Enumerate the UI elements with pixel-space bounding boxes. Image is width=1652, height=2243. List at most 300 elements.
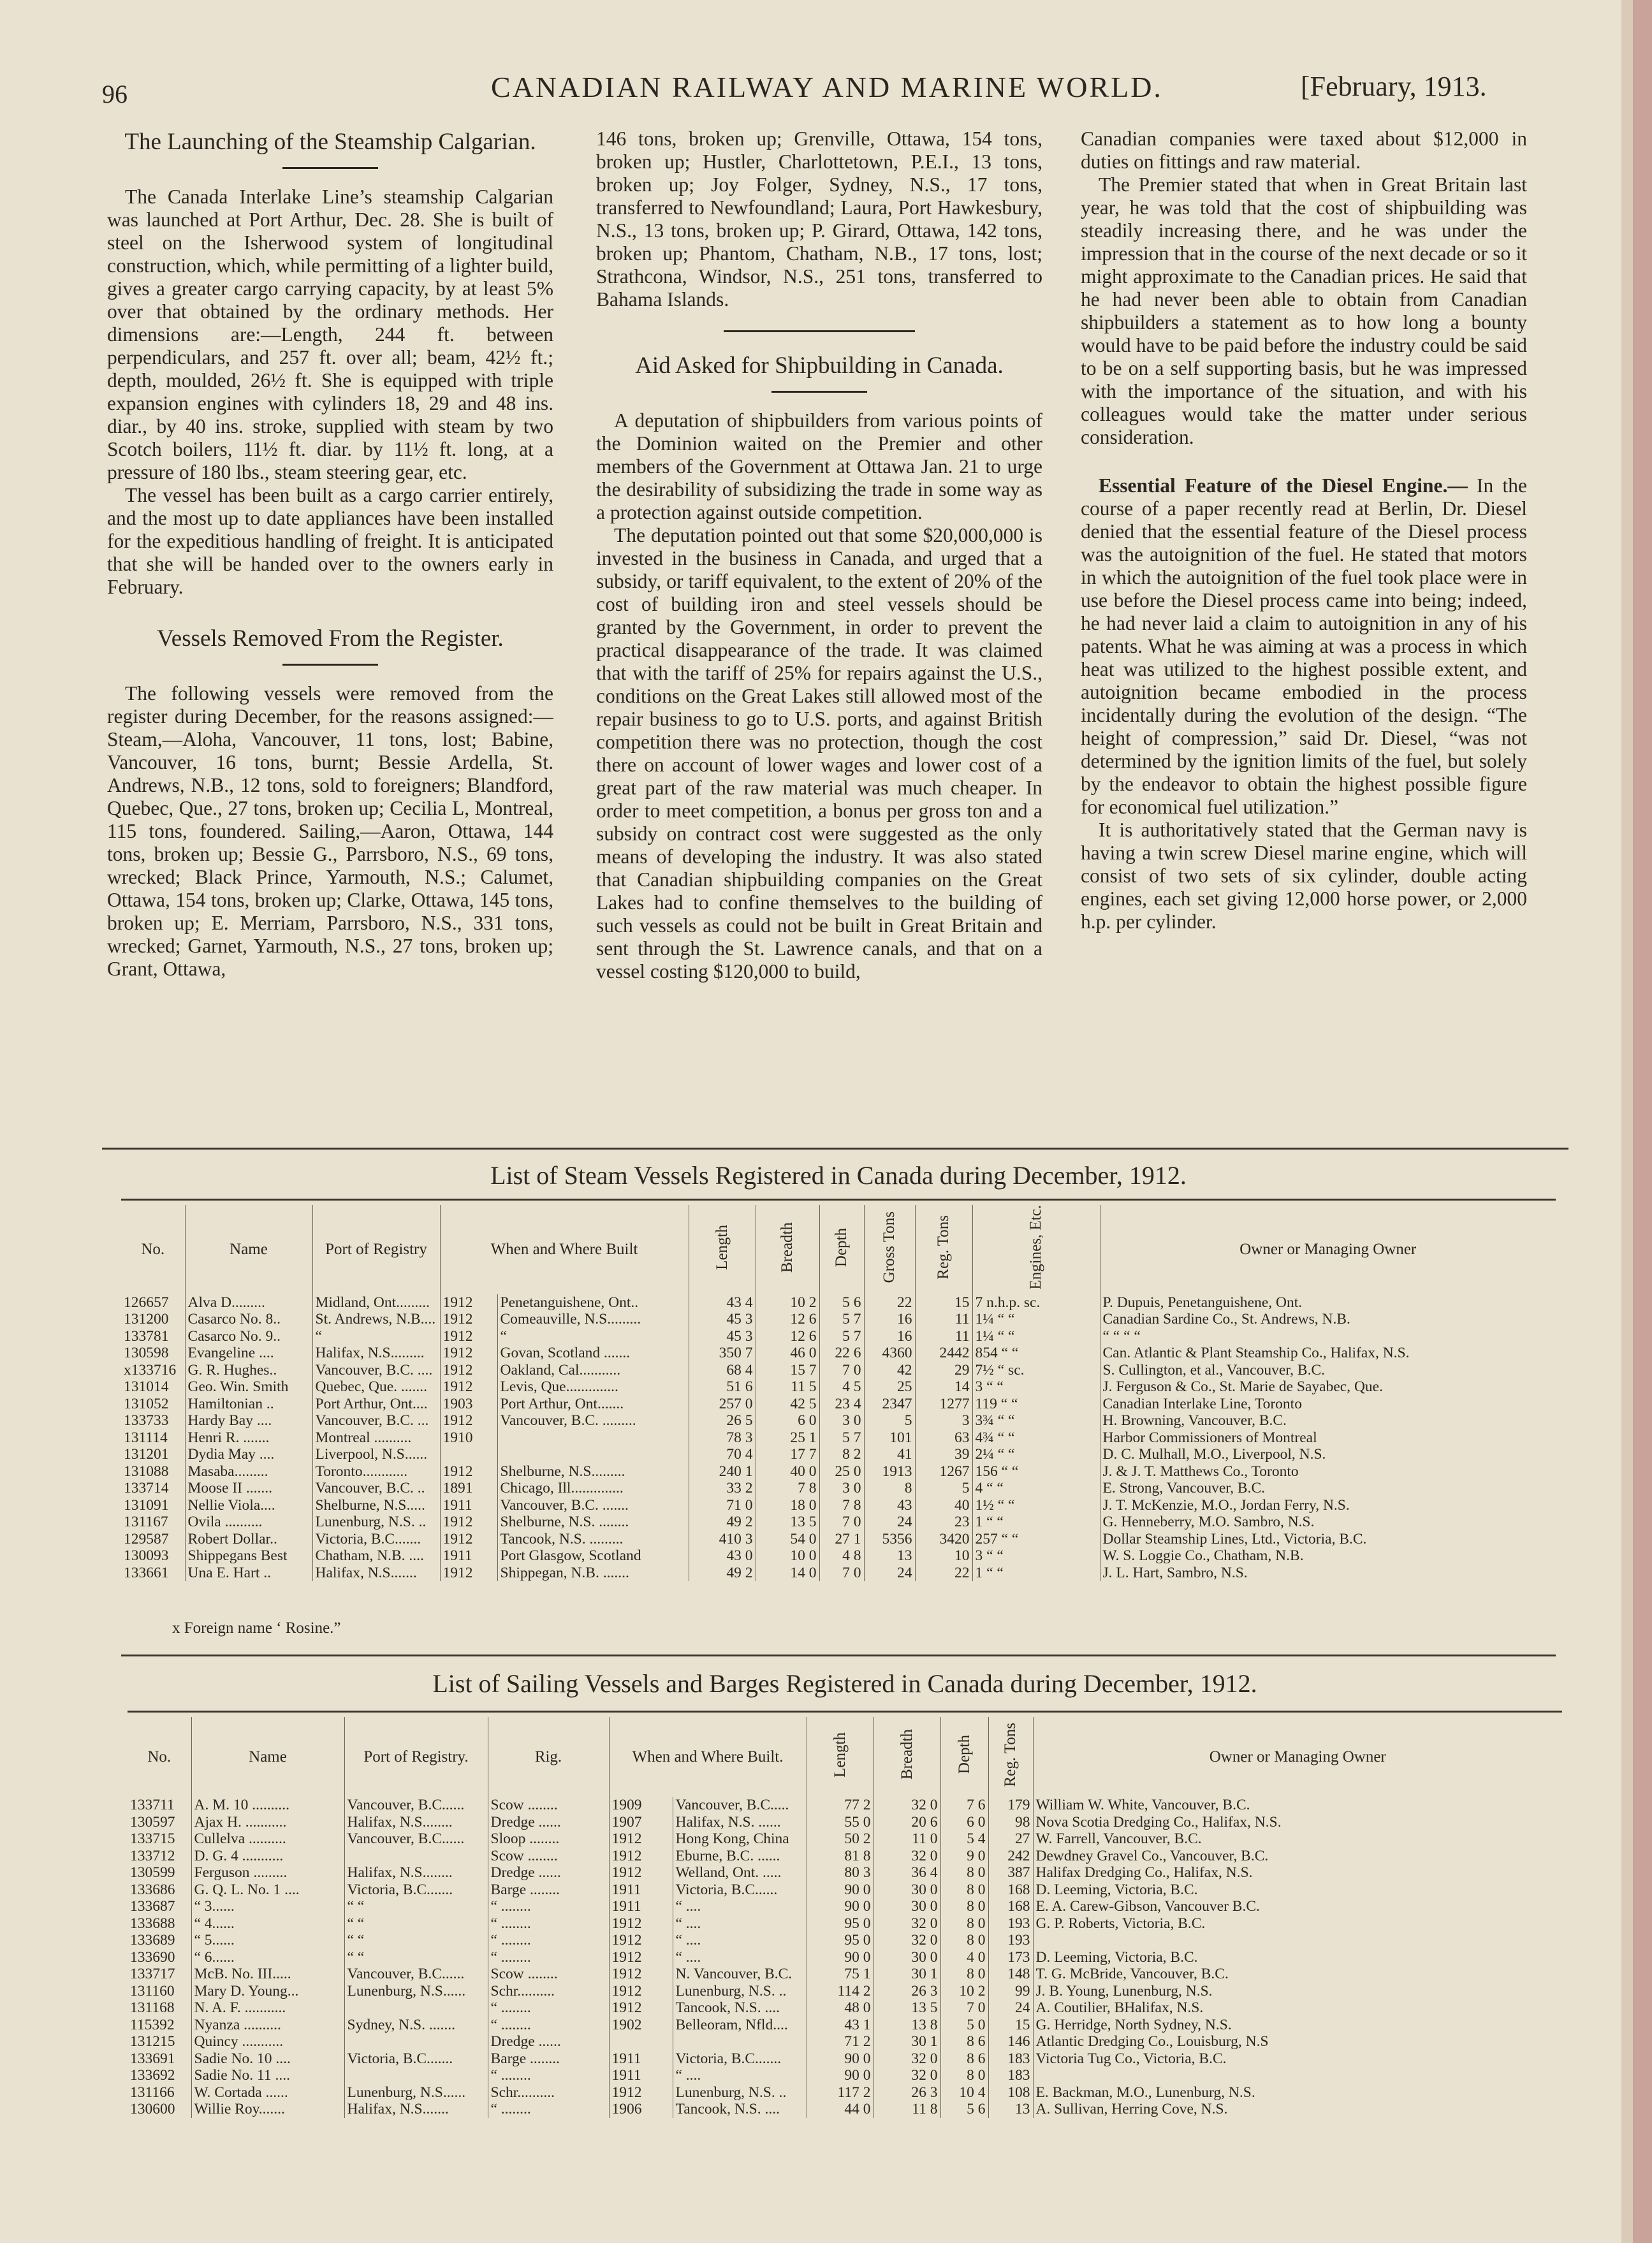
- table-cell: 6 0: [940, 1814, 988, 1831]
- table-cell: Liverpool, N.S......: [312, 1446, 440, 1463]
- table-cell: 36 4: [874, 1864, 940, 1881]
- table-cell: 24: [864, 1514, 915, 1531]
- table-cell: 131052: [121, 1396, 185, 1413]
- page-edge: [1633, 0, 1652, 2243]
- table-cell: [1033, 2067, 1562, 2084]
- table-row: [121, 1463, 1556, 1480]
- table-row: [121, 1547, 1556, 1565]
- table-cell: 1912: [440, 1345, 497, 1362]
- table-cell: 78 3: [689, 1429, 756, 1447]
- table-cell: 1 “ “: [972, 1514, 1100, 1531]
- table-cell: G. Q. L. No. 1 ....: [191, 1881, 344, 1899]
- table-cell: Hardy Bay ....: [185, 1412, 312, 1429]
- table-cell: 131167: [121, 1514, 185, 1531]
- table-cell: Vancouver, B.C.....: [673, 1797, 807, 1814]
- table-cell: 4 5: [819, 1378, 864, 1396]
- table-cell: 25 1: [756, 1429, 819, 1447]
- table-cell: 43: [864, 1497, 915, 1514]
- table-cell: 6 0: [756, 1412, 819, 1429]
- table-cell: Henri R. .......: [185, 1429, 312, 1447]
- table-cell: 1912: [440, 1311, 497, 1328]
- table-cell: 32 0: [874, 1848, 940, 1865]
- table-cell: 27: [988, 1830, 1033, 1848]
- table-cell: E. A. Carew-Gibson, Vancouver B.C.: [1035, 1898, 1260, 1915]
- table-cell: 90 0: [807, 2067, 874, 2084]
- steam-table: [121, 1205, 1556, 1581]
- col-header: Breadth: [756, 1205, 819, 1294]
- table-cell: Victoria, B.C.......: [312, 1531, 440, 1548]
- table-cell: 130597: [128, 1814, 191, 1831]
- table-cell: Mary D. Young...: [191, 1983, 344, 2000]
- column-2: [596, 128, 1042, 1129]
- table-cell: Ajax H. ...........: [191, 1814, 344, 1831]
- table-cell: 4 8: [819, 1547, 864, 1565]
- col-header: Owner or Managing Owner: [1239, 1240, 1417, 1258]
- table-cell: 95 0: [807, 1932, 874, 1949]
- table-cell: 80 3: [807, 1864, 874, 1881]
- table-cell: [609, 2033, 673, 2050]
- table-cell: 2442: [915, 1345, 972, 1362]
- table-cell: 41: [864, 1446, 915, 1463]
- table-cell: Una E. Hart ..: [185, 1565, 312, 1582]
- table-cell: 22: [864, 1294, 915, 1311]
- table-cell: 1¼ “ “: [972, 1311, 1100, 1328]
- table-cell: William W. White, Vancouver, B.C.: [1035, 1797, 1250, 1813]
- table-row: [128, 1966, 1562, 1983]
- table-cell: 9 0: [940, 1848, 988, 1865]
- col-header: Port of Registry.: [344, 1717, 488, 1797]
- table-cell: Casarco No. 8..: [185, 1311, 312, 1328]
- table-row: [128, 1898, 1562, 1915]
- table-cell: 40 0: [756, 1463, 819, 1480]
- table-cell: 30 0: [874, 1949, 940, 1966]
- table-cell: 63: [915, 1429, 972, 1447]
- table-cell: 13 5: [874, 1999, 940, 2017]
- table-cell: Vancouver, B.C......: [344, 1797, 488, 1814]
- table-row: [128, 2033, 1562, 2050]
- table-row: [128, 2067, 1562, 2084]
- table-cell: 25 0: [819, 1463, 864, 1480]
- table-cell: 126657: [121, 1294, 185, 1311]
- table-cell: Toronto............: [312, 1463, 440, 1480]
- article-title: Vessels Removed From the Register.: [157, 625, 504, 652]
- title-rule: [282, 664, 378, 666]
- sailing-vessels-table: [128, 1661, 1562, 2209]
- table-cell: 3420: [915, 1531, 972, 1548]
- paragraph: 146 tons, broken up; Grenville, Ottawa, 154 tons, broken up; Hustler, Charlottetown, P.E.I., 13 tons, broken up; Joy Folger, Sydney, N.S., 17 tons, transferred to Newfoundland; Laura, Port Hawkesbury, N.S., 13 tons, broken up; P. Girard, Ottawa, 142 tons, broken up; Phantom, Chatham, N.B., 17 tons, lost; Strathcona, Windsor, N.S., 251 tons, transferred to Bahama Islands.: [596, 128, 1042, 311]
- table-cell: Penetanguishene, Ont..: [497, 1294, 689, 1311]
- paragraph: The following vessels were removed from the register during December, for the reasons assigned:—Steam,—Aloha, Vancouver, 11 tons, lost; Babine, Vancouver, 16 tons, burnt; Bessie Ardella, St. Andrews, N.B., 12 tons, sold to foreigners; Blandford, Quebec, Que., 27 tons, broken up; Cecilia L, Montreal, 115 tons, foundered. Sailing,—Aaron, Ottawa, 144 tons, broken up; Bessie G., Parrsboro, N.S., 69 tons, wrecked; Black Prince, Yarmouth, N.S.; Calumet, Ottawa, 154 tons, broken up; Clarke, Ottawa, 145 tons, broken up; E. Merriam, Parrsboro, N.S., 331 tons, wrecked; Garnet, Yarmouth, N.S., 27 tons, broken up; Grant, Ottawa,: [107, 682, 553, 980]
- table-cell: Halifax, N.S. ......: [673, 1814, 807, 1831]
- table-cell: 7 0: [819, 1514, 864, 1531]
- paragraph: The Premier stated that when in Great Britain last year, he was told that the cost of shipbuilding was steadily increasing there, and he was under the impression that in the course of the next decade or so it might approximate to the Canadian prices. He said that he had never been able to obtain from Canadian shipbuilders a statement as to how long a bounty would have to be paid before the industry could be said to be on a self supporting basis, but he was impressed with the importance of the situation, and with his colleagues would take the matter under serious consideration.: [1081, 173, 1527, 448]
- table-cell: Shelburne, N.S. ........: [497, 1514, 689, 1531]
- table-row: [128, 1848, 1562, 1865]
- table-cell: 133714: [121, 1480, 185, 1497]
- table-cell: 1891: [440, 1480, 497, 1497]
- table-cell: 131215: [128, 2033, 191, 2050]
- table-cell: 1912: [609, 1966, 673, 1983]
- table-cell: 24: [988, 1999, 1033, 2017]
- table-row: [121, 1362, 1556, 1379]
- col-header: Depth: [940, 1717, 988, 1797]
- table-cell: 173: [988, 1949, 1033, 1966]
- table-cell: 1907: [609, 1814, 673, 1831]
- table-cell: Shippegans Best: [185, 1547, 312, 1565]
- table-cell: Dredge ......: [488, 1814, 609, 1831]
- table-cell: 131160: [128, 1983, 191, 2000]
- table-cell: 242: [988, 1848, 1033, 1865]
- table-cell: Victoria Tug Co., Victoria, B.C.: [1035, 2050, 1227, 2067]
- table-row: [128, 1932, 1562, 1949]
- table-cell: 183: [988, 2067, 1033, 2084]
- table-cell: Scow ........: [488, 1848, 609, 1865]
- table-cell: Halifax Dredging Co., Halifax, N.S.: [1035, 1864, 1253, 1881]
- table-cell: 42: [864, 1362, 915, 1379]
- table-cell: Nyanza ..........: [191, 2017, 344, 2034]
- table-cell: 45 3: [689, 1328, 756, 1345]
- table-cell: A. Sullivan, Herring Cove, N.S.: [1035, 2101, 1228, 2117]
- table-cell: 240 1: [689, 1463, 756, 1480]
- col-header: Engines, Etc.: [972, 1205, 1100, 1294]
- table-cell: 49 2: [689, 1514, 756, 1531]
- table-cell: “ ........: [488, 2017, 609, 2034]
- table-cell: [497, 1446, 689, 1463]
- table-cell: 7 0: [940, 1999, 988, 2017]
- table-cell: 5 7: [819, 1328, 864, 1345]
- table-cell: J. & J. T. Matthews Co., Toronto: [1102, 1463, 1299, 1480]
- table-cell: 11 5: [756, 1378, 819, 1396]
- table-cell: 5 7: [819, 1311, 864, 1328]
- table-cell: Shippegan, N.B. .......: [497, 1565, 689, 1582]
- table-cell: 1912: [440, 1531, 497, 1548]
- table-cell: 3 “ “: [972, 1547, 1100, 1565]
- table-cell: Victoria, B.C......: [673, 1881, 807, 1899]
- table-cell: Moose II .......: [185, 1480, 312, 1497]
- table-cell: T. G. McBride, Vancouver, B.C.: [1035, 1966, 1229, 1982]
- table-cell: Victoria, B.C.......: [673, 2050, 807, 2068]
- table-cell: Port Arthur, Ont.......: [497, 1396, 689, 1413]
- table-cell: Sadie No. 11 ....: [191, 2067, 344, 2084]
- table-cell: “ ........: [488, 2067, 609, 2084]
- table-cell: 32 0: [874, 2050, 940, 2068]
- table-cell: Welland, Ont. .....: [673, 1864, 807, 1881]
- table-cell: 43 4: [689, 1294, 756, 1311]
- table-cell: “ 6......: [191, 1949, 344, 1966]
- table-cell: 131091: [121, 1497, 185, 1514]
- table-cell: 40: [915, 1497, 972, 1514]
- table-cell: Sydney, N.S. .......: [344, 2017, 488, 2034]
- table-cell: Dredge ......: [488, 2033, 609, 2050]
- table-cell: 32 0: [874, 1915, 940, 1932]
- table-cell: 5 6: [940, 2101, 988, 2118]
- table-cell: 75 1: [807, 1966, 874, 1983]
- table-cell: 130599: [128, 1864, 191, 1881]
- table-cell: Scow ........: [488, 1797, 609, 1814]
- table-cell: 257 “ “: [972, 1531, 1100, 1548]
- table-cell: Vancouver, B.C. ..: [312, 1480, 440, 1497]
- table-cell: 10 2: [940, 1983, 988, 2000]
- table-cell: Halifax, N.S.......: [344, 2101, 488, 2118]
- table-cell: “ “: [344, 1949, 488, 1966]
- table-cell: 156 “ “: [972, 1463, 1100, 1480]
- table-cell: 114 2: [807, 1983, 874, 2000]
- table-cell: 43 1: [807, 2017, 874, 2034]
- table-cell: Geo. Win. Smith: [185, 1378, 312, 1396]
- paragraph: A deputation of shipbuilders from various points of the Dominion waited on the Premier and other members of the Government at Ottawa Jan. 21 to urge the desirability of subsidizing the trade in some way as a protection against outside competition.: [596, 409, 1042, 523]
- table-cell: Barge ........: [488, 2050, 609, 2068]
- table-title: List of Sailing Vessels and Barges Registered in Canada during December, 1912.: [432, 1669, 1257, 1698]
- table-cell: Nova Scotia Dredging Co., Halifax, N.S.: [1035, 1813, 1282, 1830]
- table-cell: “ ....: [673, 1898, 807, 1915]
- table-cell: 30 1: [874, 1966, 940, 1983]
- table-cell: 26 3: [874, 2084, 940, 2101]
- table-row: [121, 1514, 1556, 1531]
- table-cell: 1912: [609, 2084, 673, 2101]
- table-cell: 30 1: [874, 2033, 940, 2050]
- table-cell: 51 6: [689, 1378, 756, 1396]
- table-cell: Lunenburg, N.S......: [344, 1983, 488, 2000]
- table-cell: D. Leeming, Victoria, B.C.: [1035, 1881, 1198, 1898]
- table-cell: Victoria, B.C.......: [344, 2050, 488, 2068]
- table-cell: 115392: [128, 2017, 191, 2034]
- table-cell: 1267: [915, 1463, 972, 1480]
- table-cell: Scow ........: [488, 1966, 609, 1983]
- col-header: Port of Registry: [312, 1205, 440, 1294]
- page-number: 96: [102, 80, 128, 108]
- paragraph: It is authoritatively stated that the German navy is having a twin screw Diesel marine engine, which will consist of two sets of six cylinder, double acting engines, each set giving 12,000 horse power, or 2,000 h.p. per cylinder.: [1081, 819, 1527, 933]
- table-cell: “ ........: [488, 1915, 609, 1932]
- table-cell: 108: [988, 2084, 1033, 2101]
- table-cell: 1909: [609, 1797, 673, 1814]
- table-cell: 1911: [440, 1497, 497, 1514]
- table-cell: 11 0: [874, 1830, 940, 1848]
- table-cell: 32 0: [874, 1932, 940, 1949]
- table-cell: 133687: [128, 1898, 191, 1915]
- table-cell: “ ........: [488, 1898, 609, 1915]
- table-cell: 77 2: [807, 1797, 874, 1814]
- table-cell: 17 7: [756, 1446, 819, 1463]
- table-cell: 179: [988, 1797, 1033, 1814]
- table-cell: 8 0: [940, 1881, 988, 1899]
- table-cell: “: [497, 1328, 689, 1345]
- table-cell: 11: [915, 1311, 972, 1328]
- table-cell: 257 0: [689, 1396, 756, 1413]
- col-header: Owner or Managing Owner: [1209, 1748, 1386, 1765]
- table-cell: Halifax, N.S........: [344, 1864, 488, 1881]
- table-cell: 11: [915, 1328, 972, 1345]
- table-cell: G. Henneberry, M.O. Sambro, N.S.: [1102, 1514, 1315, 1531]
- col-header: Reg. Tons: [988, 1717, 1033, 1797]
- table-cell: Lunenburg, N.S......: [344, 2084, 488, 2101]
- table-cell: P. Dupuis, Penetanguishene, Ont.: [1102, 1294, 1303, 1311]
- table-cell: Levis, Que..............: [497, 1378, 689, 1396]
- col-header: Reg. Tons: [915, 1205, 972, 1294]
- column-3: [1081, 128, 1527, 1129]
- table-cell: Halifax, N.S.......: [312, 1565, 440, 1582]
- table-cell: 1912: [609, 1864, 673, 1881]
- table-cell: 8 6: [940, 2033, 988, 2050]
- table-cell: 1912: [440, 1328, 497, 1345]
- table-cell: 133689: [128, 1932, 191, 1949]
- table-cell: 5 0: [940, 2017, 988, 2034]
- table-cell: 8 0: [940, 1915, 988, 1932]
- table-cell: 3: [915, 1412, 972, 1429]
- table-cell: 3 0: [819, 1412, 864, 1429]
- table-cell: 129587: [121, 1531, 185, 1548]
- table-cell: 350 7: [689, 1345, 756, 1362]
- table-cell: 1912: [609, 1915, 673, 1932]
- page-shadow: [1621, 0, 1633, 2243]
- paragraph: [1081, 474, 1527, 819]
- col-header: Name: [191, 1717, 344, 1797]
- table-cell: 1 “ “: [972, 1565, 1100, 1582]
- table-cell: 27 1: [819, 1531, 864, 1548]
- table-cell: D. G. 4 ...........: [191, 1848, 344, 1865]
- table-row: [121, 1311, 1556, 1328]
- table-cell: 183: [988, 2050, 1033, 2068]
- table-cell: “ ........: [488, 1932, 609, 1949]
- table-cell: Hamiltonian ..: [185, 1396, 312, 1413]
- table-cell: 45 3: [689, 1311, 756, 1328]
- table-cell: 133712: [128, 1848, 191, 1865]
- table-cell: Govan, Scotland .......: [497, 1345, 689, 1362]
- table-cell: St. Andrews, N.B....: [312, 1311, 440, 1328]
- table-cell: 7 n.h.p. sc.: [972, 1294, 1100, 1311]
- table-cell: 20 6: [874, 1814, 940, 1831]
- table-cell: “ 5......: [191, 1932, 344, 1949]
- table-cell: [497, 1429, 689, 1447]
- table-cell: Midland, Ont.........: [312, 1294, 440, 1311]
- table-cell: 1912: [440, 1463, 497, 1480]
- table-cell: 854 “ “: [972, 1345, 1100, 1362]
- table-title: List of Steam Vessels Registered in Canada during December, 1912.: [490, 1161, 1187, 1190]
- table-cell: A. Coutilier, BHalifax, N.S.: [1035, 1999, 1204, 2016]
- table-cell: 1½ “ “: [972, 1497, 1100, 1514]
- table-cell: Willie Roy.......: [191, 2101, 344, 2118]
- table-cell: 131014: [121, 1378, 185, 1396]
- table-cell: “ ........: [488, 2101, 609, 2118]
- table-cell: 1912: [609, 1830, 673, 1848]
- table-cell: 44 0: [807, 2101, 874, 2118]
- table-cell: Port Glasgow, Scotland: [497, 1547, 689, 1565]
- table-cell: 133692: [128, 2067, 191, 2084]
- table-cell: “ ........: [488, 1949, 609, 1966]
- table-cell: 410 3: [689, 1531, 756, 1548]
- table-cell: 131201: [121, 1446, 185, 1463]
- table-cell: 16: [864, 1328, 915, 1345]
- table-cell: 5 4: [940, 1830, 988, 1848]
- table-cell: 10: [915, 1547, 972, 1565]
- table-cell: 90 0: [807, 2050, 874, 2068]
- col-header: When and Where Built.: [609, 1717, 807, 1797]
- table-cell: 15 7: [756, 1362, 819, 1379]
- table-cell: 4¾ “ “: [972, 1429, 1100, 1447]
- table-cell: “: [312, 1328, 440, 1345]
- table-cell: 1¼ “ “: [972, 1328, 1100, 1345]
- table-cell: 23 4: [819, 1396, 864, 1413]
- table-cell: 131166: [128, 2084, 191, 2101]
- table-cell: Evangeline ....: [185, 1345, 312, 1362]
- table-cell: Casarco No. 9..: [185, 1328, 312, 1345]
- col-header: Breadth: [874, 1717, 940, 1797]
- table-cell: 4 0: [940, 1949, 988, 1966]
- table-row: [128, 1999, 1562, 2017]
- table-cell: 168: [988, 1881, 1033, 1899]
- table-cell: 130600: [128, 2101, 191, 2118]
- table-cell: 1903: [440, 1396, 497, 1413]
- table-cell: S. Cullington, et al., Vancouver, B.C.: [1102, 1361, 1325, 1378]
- table-cell: 30 0: [874, 1881, 940, 1899]
- table-cell: 1912: [609, 1848, 673, 1865]
- table-cell: 24: [864, 1565, 915, 1582]
- table-cell: 7 0: [819, 1565, 864, 1582]
- table-cell: 10 0: [756, 1547, 819, 1565]
- table-cell: 7½ “ sc.: [972, 1362, 1100, 1379]
- table-cell: Atlantic Dredging Co., Louisburg, N.S: [1035, 2033, 1269, 2050]
- table-cell: 5 6: [819, 1294, 864, 1311]
- table-cell: 95 0: [807, 1915, 874, 1932]
- col-header: No.: [121, 1205, 185, 1294]
- table-cell: 8 0: [940, 2067, 988, 2084]
- table-row: [128, 1949, 1562, 1966]
- table-cell: 13 8: [874, 2017, 940, 2034]
- table-cell: 146: [988, 2033, 1033, 2050]
- table-cell: 133691: [128, 2050, 191, 2068]
- table-cell: 1902: [609, 2017, 673, 2034]
- table-cell: Canadian Sardine Co., St. Andrews, N.B.: [1102, 1311, 1350, 1328]
- table-cell: 16: [864, 1311, 915, 1328]
- table-cell: 133733: [121, 1412, 185, 1429]
- table-cell: 1911: [609, 2050, 673, 2068]
- table-cell: 7 8: [756, 1480, 819, 1497]
- table-cell: 26 5: [689, 1412, 756, 1429]
- article-title: Aid Asked for Shipbuilding in Canada.: [635, 353, 1004, 379]
- table-cell: Vancouver, B.C. ....: [312, 1362, 440, 1379]
- sail-table: [128, 1717, 1562, 2118]
- table-cell: [344, 1848, 488, 1865]
- table-cell: 50 2: [807, 1830, 874, 1848]
- table-cell: [344, 2067, 488, 2084]
- table-cell: N. A. F. ...........: [191, 1999, 344, 2017]
- table-cell: J. B. Young, Lunenburg, N.S.: [1035, 1982, 1213, 1999]
- table-cell: 1912: [440, 1412, 497, 1429]
- table-cell: 2347: [864, 1396, 915, 1413]
- page-header: [96, 70, 1530, 108]
- table-row: [128, 1983, 1562, 2000]
- table-cell: 133715: [128, 1830, 191, 1848]
- table-cell: 46 0: [756, 1345, 819, 1362]
- table-row: [121, 1396, 1556, 1413]
- table-cell: 54 0: [756, 1531, 819, 1548]
- table-cell: 1906: [609, 2101, 673, 2118]
- table-cell: Vancouver, B.C......: [344, 1966, 488, 1983]
- table-cell: Barge ........: [488, 1881, 609, 1899]
- table-row: [128, 1830, 1562, 1848]
- table-cell: 99: [988, 1983, 1033, 2000]
- col-header: Length: [689, 1205, 756, 1294]
- table-cell: Canadian Interlake Line, Toronto: [1102, 1395, 1302, 1412]
- table-cell: G. P. Roberts, Victoria, B.C.: [1035, 1915, 1206, 1932]
- table-cell: E. Strong, Vancouver, B.C.: [1102, 1480, 1265, 1497]
- table-cell: N. Vancouver, B.C.: [673, 1966, 807, 1983]
- table-cell: 8 6: [940, 2050, 988, 2068]
- table-cell: Montreal ..........: [312, 1429, 440, 1447]
- table-cell: Tancook, N.S. ....: [673, 2101, 807, 2118]
- table-cell: “ “: [344, 1932, 488, 1949]
- table-row: [128, 1915, 1562, 1932]
- table-cell: W. S. Loggie Co., Chatham, N.B.: [1102, 1547, 1304, 1565]
